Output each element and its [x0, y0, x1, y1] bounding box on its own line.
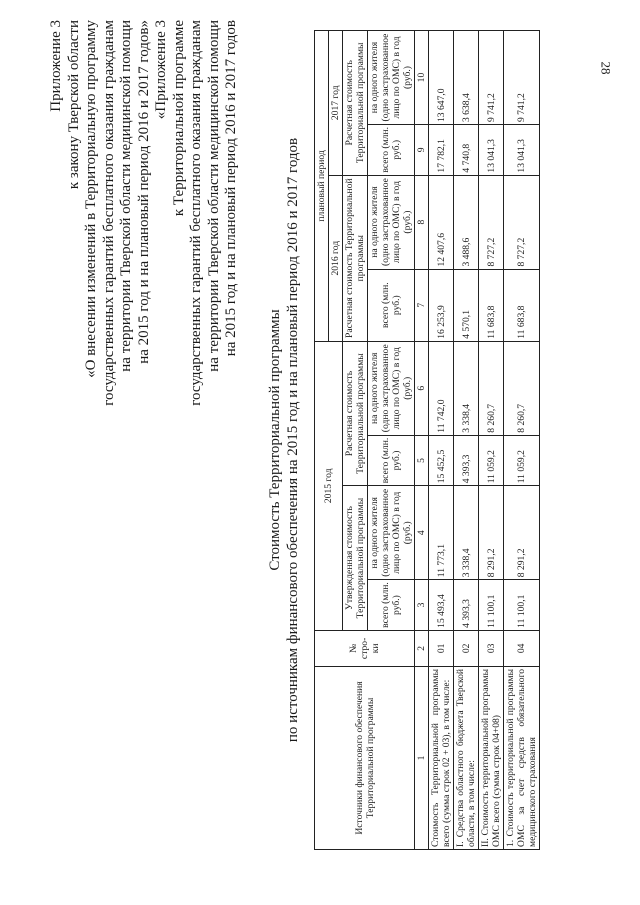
- value-cell: 11 059,2: [479, 435, 504, 486]
- column-index-row: [415, 31, 429, 850]
- document-title: [266, 0, 302, 880]
- table-row: [479, 31, 504, 850]
- value-cell: 13 647,0: [429, 31, 454, 125]
- value-cell: 13 041,3: [504, 125, 540, 176]
- value-cell: 4 393,3: [454, 435, 479, 486]
- appendix-line: государственных гарантий бесплатного оказания гражданам: [100, 20, 117, 406]
- header-plan-period: плановый период: [315, 31, 329, 342]
- header-row-no: № стро-ки: [315, 630, 415, 666]
- index-cell: 3: [415, 580, 429, 631]
- appendix-line: к закону Тверской области: [65, 20, 82, 190]
- value-cell: 3 638,4: [454, 31, 479, 125]
- appendix-header: [48, 20, 241, 880]
- table-row: [504, 31, 540, 850]
- header-2015: 2015 год: [315, 341, 343, 630]
- value-cell: 8 291,2: [504, 486, 540, 580]
- value-cell: 8 727,2: [504, 175, 540, 269]
- index-cell: 6: [415, 341, 429, 435]
- header-approved-cost: Утвержденная стоимость Территориальной программы: [343, 486, 368, 631]
- header-2017: 2017 год: [329, 31, 343, 176]
- row-code: 04: [504, 630, 540, 666]
- index-cell: 2: [415, 630, 429, 666]
- index-cell: 8: [415, 175, 429, 269]
- header-per-capita: на одного жителя (одно застрахованное лицо по ОМС) в год (руб.): [368, 486, 415, 580]
- header-source: Источники финансового обеспечения Территориальной программы: [315, 666, 415, 849]
- index-cell: 5: [415, 435, 429, 486]
- value-cell: 3 338,4: [454, 341, 479, 435]
- value-cell: 8 727,2: [479, 175, 504, 269]
- value-cell: 11 683,8: [504, 269, 540, 341]
- value-cell: 11 683,8: [479, 269, 504, 341]
- source-cell: II. Стоимость территориальной программы ОМС всего (сумма строк 04+08): [479, 666, 504, 849]
- value-cell: 17 782,1: [429, 125, 454, 176]
- header-2016: 2016 год: [329, 175, 343, 341]
- header-per-capita: на одного жителя (одно застрахованное лицо по ОМС) в год (руб.): [368, 31, 415, 125]
- header-total: всего (млн. руб.): [368, 269, 415, 341]
- row-code: 03: [479, 630, 504, 666]
- value-cell: 12 407,6: [429, 175, 454, 269]
- appendix-line: на территории Тверской области медицинской помощи: [118, 20, 134, 372]
- header-total: всего (млн. руб.): [368, 435, 415, 486]
- index-cell: 10: [415, 31, 429, 125]
- header-calc-cost-2016: Расчетная стоимость Территориальной программы: [343, 175, 368, 341]
- appendix-line: на территории Тверской области медицинской помощи: [205, 20, 222, 372]
- value-cell: 15 493,4: [429, 580, 454, 631]
- index-cell: 7: [415, 269, 429, 341]
- index-cell: 4: [415, 486, 429, 580]
- cost-table: [314, 30, 540, 850]
- appendix-line: «Приложение 3: [153, 20, 169, 120]
- value-cell: 16 253,9: [429, 269, 454, 341]
- source-cell: 1. Стоимость территориальной программы ОМС за счет средств обязательного медицинского страхования: [504, 666, 540, 849]
- value-cell: 4 393,3: [454, 580, 479, 631]
- value-cell: 8 260,7: [479, 341, 504, 435]
- value-cell: 4 740,8: [454, 125, 479, 176]
- value-cell: 11 100,1: [479, 580, 504, 631]
- appendix-line: «О внесении изменений в Территориальную программу: [83, 20, 99, 378]
- appendix-line: на 2015 год и на плановый период 2016 и 2017 годов: [223, 20, 239, 357]
- value-cell: 11 059,2: [504, 435, 540, 486]
- value-cell: 8 291,2: [479, 486, 504, 580]
- row-code: 01: [429, 630, 454, 666]
- value-cell: 15 452,5: [429, 435, 454, 486]
- header-calc-cost-2017: Расчетная стоимость Территориальной программы: [343, 31, 368, 176]
- header-per-capita: на одного жителя (одно застрахованное лицо по ОМС) в год (руб.): [368, 341, 415, 435]
- index-cell: 9: [415, 125, 429, 176]
- value-cell: 11 773,1: [429, 486, 454, 580]
- appendix-line: на 2015 год и на плановый период 2016 и 2017 годов»: [135, 20, 152, 364]
- appendix-line: Приложение 3: [48, 20, 64, 112]
- value-cell: 11 742,0: [429, 341, 454, 435]
- page-number: 28: [598, 61, 614, 75]
- table-row: [429, 31, 454, 850]
- row-code: 02: [454, 630, 479, 666]
- value-cell: 3 338,4: [454, 486, 479, 580]
- value-cell: 4 570,1: [454, 269, 479, 341]
- header-total: всего (млн. руб.): [368, 125, 415, 176]
- table-row: [454, 31, 479, 850]
- appendix-line: к Территориальной программе: [170, 20, 187, 217]
- index-cell: 1: [415, 666, 429, 849]
- value-cell: 9 741,2: [504, 31, 540, 125]
- source-cell: Стоимость Территориальной программы всего (сумма строк 02 + 03), в том числе:: [429, 666, 454, 849]
- source-cell: I. Средства областного бюджета Тверской области, в том числе:: [454, 666, 479, 849]
- value-cell: 13 041,3: [479, 125, 504, 176]
- title-line-2: по источникам финансового обеспечения на 2015 год и на плановый период 2016 и 2017 годов: [285, 137, 301, 743]
- value-cell: 3 488,6: [454, 175, 479, 269]
- header-calc-cost-2015: Расчетная стоимость Территориальной программы: [343, 341, 368, 486]
- header-total: всего (млн. руб.): [368, 580, 415, 631]
- value-cell: 8 260,7: [504, 341, 540, 435]
- value-cell: 9 741,2: [479, 31, 504, 125]
- appendix-line: государственных гарантий бесплатного оказания гражданам: [188, 20, 204, 406]
- header-per-capita: на одного жителя (одно застрахованное лицо по ОМС) в год (руб.): [368, 175, 415, 269]
- value-cell: 11 100,1: [504, 580, 540, 631]
- title-line-1: Стоимость Территориальной программы: [267, 309, 283, 571]
